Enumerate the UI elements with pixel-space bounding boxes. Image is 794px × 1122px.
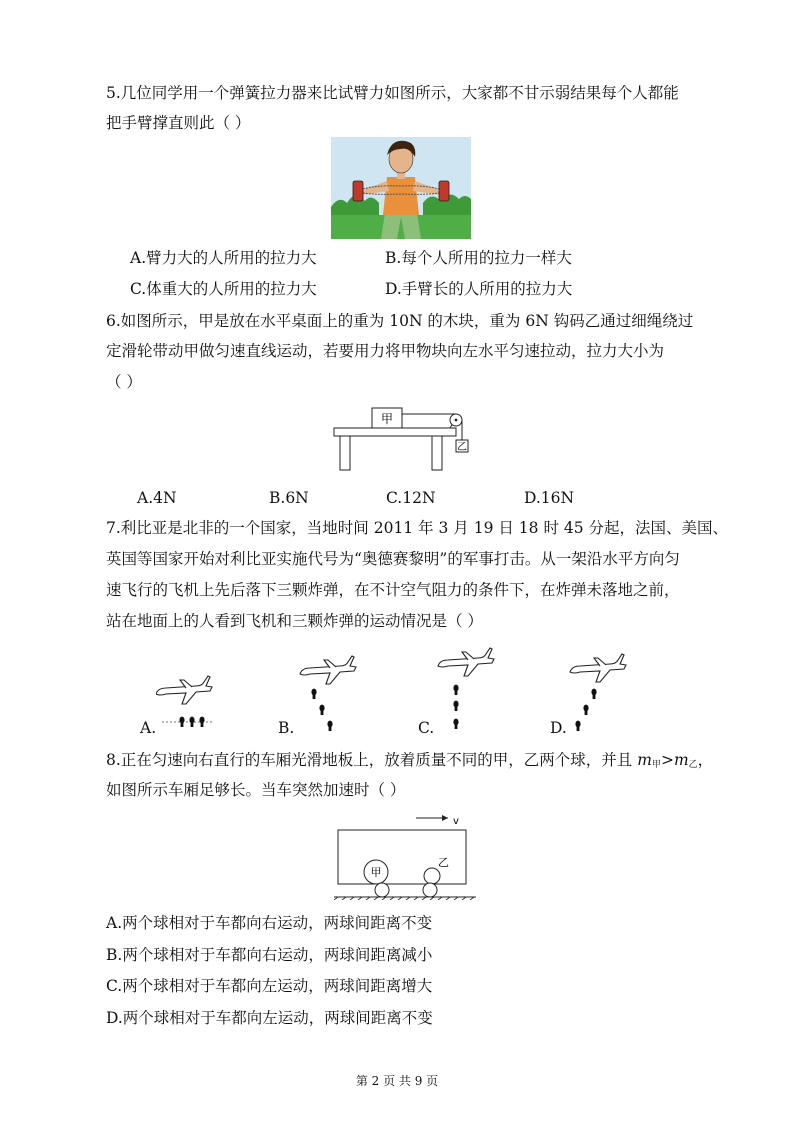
q5-stem-line-1: 5.几位同学用一个弹簧拉力器来比试臂力如图所示，大家都不甘示弱结果每个人都能 — [106, 84, 679, 102]
q8-mass-sub-1: 甲 — [651, 760, 661, 770]
q6-stem-line-3: （ ） — [106, 373, 142, 391]
q6-option-d[interactable]: D.16N — [524, 489, 575, 507]
q8-stem-text: 8.正在匀速向右直行的车厢光滑地板上，放着质量不同的甲，乙两个球，并且 — [106, 751, 638, 769]
q6-block-label: 甲 — [380, 412, 394, 426]
q5-option-a[interactable]: A.臂力大的人所用的拉力大 — [130, 249, 317, 267]
q8-stem-line-1 — [106, 750, 713, 775]
q7-option-b[interactable]: B. — [278, 719, 295, 737]
q8-ball-1-label: 甲 — [370, 866, 382, 879]
q5-stem-line-2: 把手臂撑直则此（ ） — [106, 114, 251, 132]
q7-stem-line-4: 站在地面上的人看到飞机和三颗炸弹的运动情况是（ ） — [106, 612, 483, 630]
q7-figure-option-a — [156, 674, 226, 734]
q8-option-b[interactable]: B.两个球相对于车都向右运动，两球间距离减小 — [106, 946, 433, 964]
q6-figure-table-pulley — [332, 404, 480, 474]
page-footer: 第 2 页 共 9 页 — [355, 1074, 439, 1088]
q8-mass-sub-2: 乙 — [688, 760, 698, 770]
q7-stem-line-2: 英国等国家开始对利比亚实施代号为“奥德赛黎明”的军事打击。从一架沿水平方向匀 — [106, 550, 680, 568]
q7-stem-line-3: 速飞行的飞机上先后落下三颗炸弹，在不计空气阻力的条件下，在炸弹未落地之前， — [106, 581, 680, 599]
q6-option-b[interactable]: B.6N — [269, 489, 309, 507]
q8-ball-2-label: 乙 — [438, 856, 449, 869]
q6-weight-label: 乙 — [457, 442, 467, 453]
q5-option-b[interactable]: B.每个人所用的拉力一样大 — [385, 249, 572, 267]
q7-option-d[interactable]: D. — [550, 719, 567, 737]
q6-stem-line-1: 6.如图所示，甲是放在水平桌面上的重为 10N 的木块，重为 6N 钩码乙通过细绳绕过 — [106, 312, 694, 330]
q8-velocity-label: v — [453, 816, 459, 827]
q8-mass-symbol-1: m — [637, 751, 652, 769]
q7-figure-option-d — [566, 652, 636, 734]
q5-option-d[interactable]: D.手臂长的人所用的拉力大 — [385, 280, 573, 298]
q5-figure-boy-spring-expander — [331, 137, 471, 239]
q7-stem-line-1: 7.利比亚是北非的一个国家，当地时间 2011 年 3 月 19 日 18 时 45 分起，法国、美国、 — [106, 519, 729, 537]
q7-figure-option-c — [436, 646, 506, 734]
q8-option-a[interactable]: A.两个球相对于车都向右运动，两球间距离不变 — [106, 914, 433, 932]
q8-mass-symbol-2: m — [673, 751, 689, 769]
q8-greater-than: > — [660, 751, 674, 769]
q7-option-c[interactable]: C. — [418, 719, 435, 737]
q6-option-a[interactable]: A.4N — [137, 489, 177, 507]
q8-figure-carriage-balls — [334, 810, 476, 900]
q7-figure-option-b — [296, 652, 366, 734]
q6-option-c[interactable]: C.12N — [386, 489, 436, 507]
q6-stem-line-2: 定滑轮带动甲做匀速直线运动，若要用力将甲物块向左水平匀速拉动，拉力大小为 — [106, 342, 665, 360]
q5-option-c[interactable]: C.体重大的人所用的拉力大 — [130, 280, 317, 298]
q8-comma: ， — [697, 751, 714, 769]
q8-stem-line-2: 如图所示车厢足够长。当车突然加速时（ ） — [106, 781, 406, 799]
q7-option-a[interactable]: A. — [140, 719, 157, 737]
q8-option-d[interactable]: D.两个球相对于车都向左运动，两球间距离不变 — [106, 1009, 433, 1027]
q8-option-c[interactable]: C.两个球相对于车都向左运动，两球间距离增大 — [106, 977, 433, 995]
